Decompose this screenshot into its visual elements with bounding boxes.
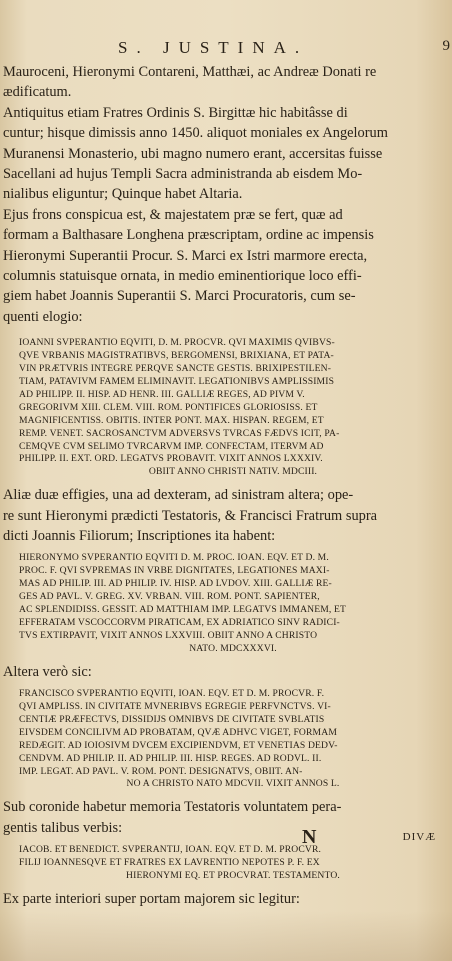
inscription-last-line: NO A CHRISTO NATO MDCVII. VIXIT ANNOS L. (126, 778, 340, 790)
paragraph: Antiquitus etiam Fratres Ordinis S. Birgittæ hic habitâsse di cuntur; hisque dimissis anno 1450. aliquot moniales ex Angelorum Muranensi Monasterio, ubi magno numero erant, accersitas fuisse Sacellani ad hujus Templi Sacra administranda ab eisdem Mo- nialibus eliguntur; Quinque habet Altaria. (3, 104, 388, 203)
inscription-block (3, 688, 452, 791)
inscription-last-line: HIERONYMI EQ. ET PROCVRAT. TESTAMENTO. (126, 870, 340, 881)
running-title: S. JUSTINA. (118, 38, 309, 57)
inscription-text: HIERONYMO SVPERANTIO EQVITI D. M. PROC. IOAN. EQV. ET D. M. PROC. F. QVI SVPREMAS IN VRBE DIGNITATES, LEGATIONES MAXI- MAS AD PHILIP. III. AD PHILIP. IV. HISP. AD LVDOV. XIII. GALLIÆ RE- GES AD PAVL. V. GREG. XV. VRBAN. VIII. ROM. PONT. SAPIENTER, AC SPLENDIDISS. GESSIT. AD MATTHIAM IMP. LEGATVS IMMANEM, ET EFFERATAM VSCOCCORVM PIRATICAM, EX ADRIATICO SINV RADICI- TVS EXTIRPAVIT, VIXIT ANNOS LXXVIII. OBIIT ANNO A CHRISTO (19, 552, 347, 641)
catchword: DIVÆ (402, 831, 436, 843)
inscription-text: IACOB. ET BENEDICT. SVPERANTIJ, IOAN. EQV. ET D. M. PROCVR. FILIJ IOANNESQVE ET FRATRES EX LAVRENTIO NEPOTES P. F. EX (19, 844, 322, 869)
inscription-text: IOANNI SVPERANTIO EQVITI, D. M. PROCVR. QVI MAXIMIS QVIBVS- QVE VRBANIS MAGISTRATIBVS, BERGOMENSI, BRIXIANA, ET PATA- VIN PRÆTVRIS INTEGRE PERQVE SANCTE GESTIS. BRIXIPESTILEN- TIAM, PATAVIVM FAMEM ELIMINAVIT. LEGATIONIBVS AMPLISSIMIS AD PHILIPP. II. HISP. AD HENR. III. GALLIÆ REGES, AD PIVM V. GREGORIVM XIII. CLEM. VIII. ROM. PONTIFICES GLORIOSISS. ET MAGNIFICENTISS. OBITIS. INTER PONT. MAX. HISPAN. REGEM, ET REMP. VENET. SACROSANCTVM ADVERSVS TVRCAS FÆDVS ICIT, PA- CEMQVE CVM SELIMO TVRCARVM IMP. CONFECTAM, ITERVM AD PHILIPP. II. EXT. ORD. LEGATVS PROBAVIT. VIXIT ANNOS LXXXIV. (19, 337, 340, 465)
paragraph: Ex parte interiori super portam majorem sic legitur: (3, 890, 300, 907)
text-body (3, 62, 452, 909)
inscription-block (3, 337, 452, 479)
page-number: 9 (442, 38, 450, 54)
inscription-text: FRANCISCO SVPERANTIO EQVITI, IOAN. EQV. ET D. M. PROCVR. F. QVI AMPLISS. IN CIVITATE MVNERIBVS EGREGIE PERFVNCTVS. VI- CENTIÆ PRÆFECTVS, DISSIDIJS OMNIBVS DE CIVITATE SVBLATIS EIVSDEM CONCILIVM AD PROBATAM, QVÆ ADHVC VIGET, FORMAM REDÆGIT. AD IOIOSIVM DVCEM EXCIPIENDVM, ET VENETIAS DEDV- CENDVM. AD PHILIP. II. AD PHILIP. III. HISP. REGES. AD RODVL. II. IMP. LEGAT. AD PAVL. V. ROM. PONT. DESIGNATVS, OBIIT. AN- (19, 688, 338, 777)
inscription-last-line: OBIIT ANNO CHRISTI NATIV. MDCIII. (148, 466, 318, 478)
signature-mark: N (302, 826, 317, 848)
page-footer (0, 826, 452, 856)
paragraph: Altera verò sic: (3, 663, 92, 680)
page-shadow (0, 911, 452, 961)
page-header (0, 38, 452, 60)
paragraph: Ejus frons conspicua est, & majestatem præ se fert, quæ ad formam a Balthasare Longhena præscriptam, ordine ac impensis Hieronymi Superantii Procur. S. Marci ex Istri marmore erecta, columnis statuisque ornata, in medio eminentiorique loco effi- giem habet Joannis Superantii S. Marci Procuratoris, cum se- quenti elogio: (3, 206, 374, 325)
paragraph: Mauroceni, Hieronymi Contareni, Matthæi, ac Andreæ Donati re ædificatum. (3, 64, 377, 101)
inscription-last-line: NATO. MDCXXXVI. (189, 642, 277, 654)
paragraph: Aliæ duæ effigies, una ad dexteram, ad sinistram altera; ope- re sunt Hieronymi prædicti Testatoris, & Francisci Fratrum supra dicti Joannis Filiorum; Inscriptiones ita habent: (3, 487, 378, 545)
paragraph: Sub coronide habetur memoria Testatoris voluntatem pera- gentis talibus verbis: (3, 799, 342, 836)
inscription-block (3, 552, 452, 655)
